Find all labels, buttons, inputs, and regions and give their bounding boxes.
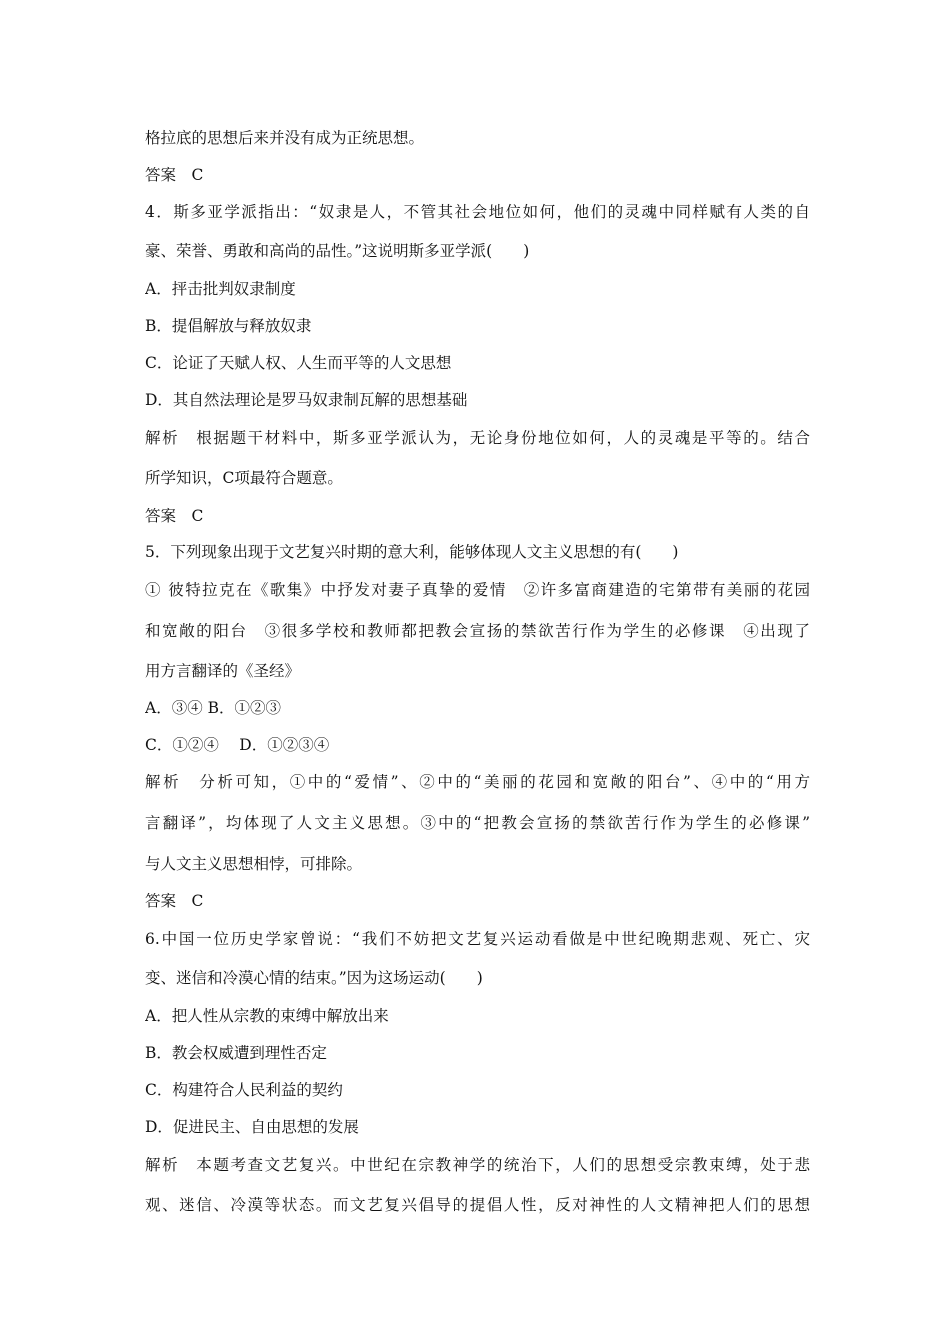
analysis-line: 解析 根据题干材料中，斯多亚学派认为，无论身份地位如何，人的灵魂是平等的。结合: [145, 429, 810, 447]
answer-line: 答案 C: [145, 166, 204, 184]
analysis-line-cont: 言翻译”，均体现了人文主义思想。③中的“把教会宣扬的禁欲苦行作为学生的必修课”: [145, 814, 810, 832]
text-line: 格拉底的思想后来并没有成为正统思想。: [145, 129, 425, 147]
option-d: D．其自然法理论是罗马奴隶制瓦解的思想基础: [145, 391, 468, 409]
option-b: B．提倡解放与释放奴隶: [145, 317, 312, 335]
option-c: C．论证了天赋人权、人生而平等的人文思想: [145, 354, 452, 372]
analysis-line: 解析 分析可知，①中的“爱情”、②中的“美丽的花园和宽敞的阳台”、④中的“用方: [145, 773, 810, 791]
answer-line: 答案 C: [145, 507, 204, 525]
question-4-stem-cont: 豪、荣誉、勇敢和高尚的品性。”这说明斯多亚学派( ): [145, 242, 530, 260]
analysis-line: 解析 本题考查文艺复兴。中世纪在宗教神学的统治下，人们的思想受宗教束缚，处于悲: [145, 1156, 810, 1174]
option-d: D．促进民主、自由思想的发展: [145, 1118, 359, 1136]
analysis-line-cont: 所学知识，C项最符合题意。: [145, 469, 343, 487]
question-4-stem: 4．斯多亚学派指出：“奴隶是人，不管其社会地位如何，他们的灵魂中同样赋有人类的自: [145, 203, 810, 221]
option-cd: C．①②④ D．①②③④: [145, 736, 330, 754]
option-ab: A．③④ B．①②③: [145, 699, 282, 717]
option-a: A．抨击批判奴隶制度: [145, 280, 296, 298]
answer-line: 答案 C: [145, 892, 204, 910]
option-b: B．教会权威遭到理性否定: [145, 1044, 327, 1062]
question-6-stem: 6.中国一位历史学家曾说：“我们不妨把文艺复兴运动看做是中世纪晚期悲观、死亡、灾: [145, 930, 810, 948]
option-c: C．构建符合人民利益的契约: [145, 1081, 343, 1099]
question-5-items-cont: 和宽敞的阳台 ③很多学校和教师都把教会宣扬的禁欲苦行作为学生的必修课 ④出现了: [145, 622, 810, 640]
question-5-stem: 5．下列现象出现于文艺复兴时期的意大利，能够体现人文主义思想的有( ): [145, 543, 679, 561]
analysis-line-cont: 观、迷信、冷漠等状态。而文艺复兴倡导的提倡人性，反对神性的人文精神把人们的思想: [145, 1196, 810, 1214]
option-a: A．把人性从宗教的束缚中解放出来: [145, 1007, 389, 1025]
question-6-stem-cont: 变、迷信和冷漠心情的结束。”因为这场运动( ): [145, 969, 483, 987]
question-5-items-end: 用方言翻译的《圣经》: [145, 662, 301, 680]
question-5-items: ① 彼特拉克在《歌集》中抒发对妻子真挚的爱情 ②许多富商建造的宅第带有美丽的花园: [145, 581, 810, 599]
analysis-line-end: 与人文主义思想相悖，可排除。: [145, 855, 363, 873]
